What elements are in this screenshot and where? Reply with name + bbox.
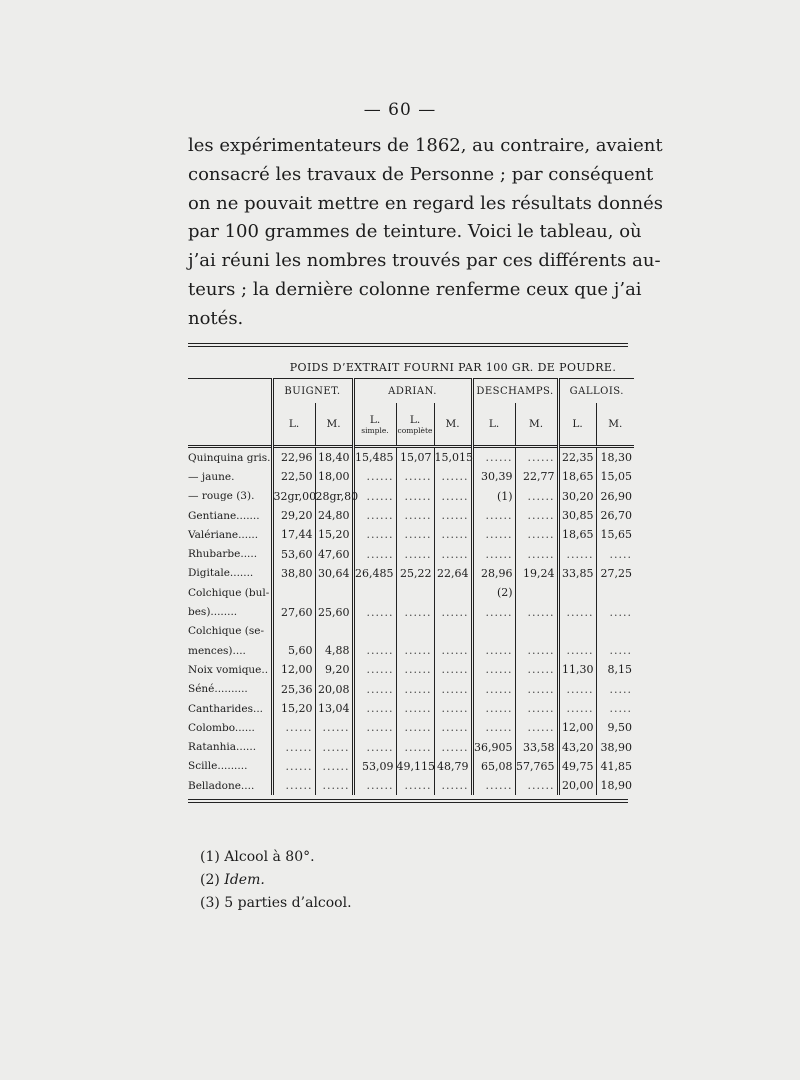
row-label: Quinquina gris. bbox=[188, 451, 271, 464]
table-cell: 41,85 bbox=[596, 757, 634, 776]
table-row bbox=[188, 757, 634, 776]
table-cell: ...... bbox=[434, 602, 472, 621]
table-cell: 25,60 bbox=[315, 602, 353, 621]
table-cell: 57,765 bbox=[515, 757, 558, 776]
paragraph-line: les expérimentateurs de 1862, au contraire, avaient bbox=[188, 135, 663, 156]
extract-table bbox=[188, 378, 634, 795]
table-row bbox=[188, 699, 634, 718]
table-cell: 18,40 bbox=[315, 447, 353, 468]
sub-header-label: L. bbox=[369, 413, 381, 426]
table-cell: ...... bbox=[396, 699, 434, 718]
row-label: Scille......... bbox=[188, 760, 248, 773]
table-cell: ...... bbox=[353, 506, 396, 525]
sub-header-note: simple. bbox=[361, 425, 389, 435]
table-cell: ...... bbox=[472, 506, 515, 525]
table-cell: ...... bbox=[315, 737, 353, 756]
table-row bbox=[188, 583, 634, 602]
table-cell: (2) bbox=[472, 583, 515, 602]
paragraph-line: j’ai réuni les nombres trouvés par ces différents au- bbox=[188, 250, 661, 272]
table-cell: ..... bbox=[596, 699, 634, 718]
table-cell: ...... bbox=[472, 680, 515, 699]
sub-header-adrian-l-simple bbox=[353, 403, 396, 447]
table-cell bbox=[272, 622, 315, 641]
table-cell: ...... bbox=[434, 544, 472, 563]
table-cell: 22,50 bbox=[272, 467, 315, 486]
table-cell: 12,00 bbox=[272, 660, 315, 679]
table-cell: ...... bbox=[472, 525, 515, 544]
table-cell: ...... bbox=[353, 737, 396, 756]
table-cell: ...... bbox=[396, 506, 434, 525]
table-cell: 15,65 bbox=[596, 525, 634, 544]
table-cell: 32gr,00 bbox=[272, 487, 315, 506]
table-cell: ...... bbox=[434, 506, 472, 525]
table-cell bbox=[353, 622, 396, 641]
table-cell: 28gr,80 bbox=[315, 487, 353, 506]
table-cell: ...... bbox=[272, 737, 315, 756]
footnote bbox=[200, 846, 352, 869]
table-cell: 15,07 bbox=[396, 447, 434, 468]
table-cell: 28,96 bbox=[472, 564, 515, 583]
row-label: Digitale....... bbox=[188, 567, 254, 580]
table-cell: 19,24 bbox=[515, 564, 558, 583]
row-label: Séné.......... bbox=[188, 683, 248, 696]
table-cell: 25,36 bbox=[272, 680, 315, 699]
table-cell: 8,15 bbox=[596, 660, 634, 679]
table-cell: ...... bbox=[434, 680, 472, 699]
table-cell: 22,96 bbox=[272, 447, 315, 468]
table-cell: 25,22 bbox=[396, 564, 434, 583]
table-cell: ...... bbox=[515, 718, 558, 737]
table-cell: ...... bbox=[515, 487, 558, 506]
page-number: — 60 — bbox=[363, 100, 437, 120]
table-cell: 29,20 bbox=[272, 506, 315, 525]
paragraph-line: on ne pouvait mettre en regard les résultats donnés bbox=[188, 192, 663, 214]
table-caption: POIDS D’EXTRAIT FOURNI PAR 100 GR. DE POUDRE. bbox=[289, 361, 617, 374]
footnotes bbox=[200, 846, 352, 915]
table-cell: ...... bbox=[396, 680, 434, 699]
table-cell: 9,20 bbox=[315, 660, 353, 679]
sub-header-deschamps-l: L. bbox=[472, 403, 515, 447]
table-cell: 24,80 bbox=[315, 506, 353, 525]
table-cell: 15,20 bbox=[272, 699, 315, 718]
table-cell: ...... bbox=[353, 660, 396, 679]
header-blank bbox=[188, 403, 272, 447]
extract-table-block bbox=[188, 343, 633, 803]
table-cell bbox=[396, 622, 434, 641]
table-row bbox=[188, 602, 634, 621]
table-cell: 15,20 bbox=[315, 525, 353, 544]
table-cell: ..... bbox=[596, 641, 634, 660]
table-cell: 18,65 bbox=[558, 467, 596, 486]
paragraph-line: consacré les travaux de Personne ; par conséquent bbox=[188, 163, 654, 185]
table-cell bbox=[558, 622, 596, 641]
table-cell: ...... bbox=[515, 506, 558, 525]
table-cell: ...... bbox=[396, 641, 434, 660]
table-cell: 18,65 bbox=[558, 525, 596, 544]
table-cell: ...... bbox=[353, 467, 396, 486]
table-cell: ...... bbox=[353, 602, 396, 621]
footnote-text: 5 parties d’alcool. bbox=[224, 895, 352, 911]
table-row bbox=[188, 776, 634, 795]
table-cell: ...... bbox=[353, 718, 396, 737]
table-cell: ...... bbox=[315, 757, 353, 776]
table-cell: ...... bbox=[434, 699, 472, 718]
table-cell: ...... bbox=[315, 776, 353, 795]
table-cell: ...... bbox=[515, 641, 558, 660]
table-cell bbox=[434, 622, 472, 641]
table-cell: 17,44 bbox=[272, 525, 315, 544]
table-cell: (1) bbox=[472, 487, 515, 506]
table-cell: 33,85 bbox=[558, 564, 596, 583]
table-cell: 18,90 bbox=[596, 776, 634, 795]
table-cell: 30,20 bbox=[558, 487, 596, 506]
table-row bbox=[188, 544, 634, 563]
table-cell bbox=[558, 583, 596, 602]
table-cell: 15,05 bbox=[596, 467, 634, 486]
table-cell: 20,00 bbox=[558, 776, 596, 795]
table-cell: 22,35 bbox=[558, 447, 596, 468]
table-cell: 5,60 bbox=[272, 641, 315, 660]
table-cell: ...... bbox=[515, 680, 558, 699]
table-cell: ...... bbox=[558, 544, 596, 563]
sub-header-gallois-m: M. bbox=[596, 403, 634, 447]
table-row bbox=[188, 467, 634, 486]
table-cell: 53,09 bbox=[353, 757, 396, 776]
body-paragraph bbox=[188, 132, 663, 334]
table-cell: ...... bbox=[515, 776, 558, 795]
group-header-buignet: BUIGNET. bbox=[272, 379, 353, 404]
table-cell: ...... bbox=[558, 699, 596, 718]
table-row bbox=[188, 622, 634, 641]
table-cell: 12,00 bbox=[558, 718, 596, 737]
table-cell: 49,75 bbox=[558, 757, 596, 776]
table-cell: 30,39 bbox=[472, 467, 515, 486]
table-cell: ...... bbox=[353, 699, 396, 718]
table-cell: ...... bbox=[558, 680, 596, 699]
table-cell: ...... bbox=[272, 718, 315, 737]
table-cell: ...... bbox=[434, 487, 472, 506]
table-cell: 30,85 bbox=[558, 506, 596, 525]
table-cell: ...... bbox=[272, 757, 315, 776]
table-cell bbox=[515, 583, 558, 602]
table-cell: ...... bbox=[472, 447, 515, 468]
table-cell: 15,485 bbox=[353, 447, 396, 468]
header-blank bbox=[188, 379, 272, 404]
table-cell: ..... bbox=[596, 602, 634, 621]
table-cell: 26,90 bbox=[596, 487, 634, 506]
table-cell: 18,30 bbox=[596, 447, 634, 468]
table-cell bbox=[353, 583, 396, 602]
table-cell: ...... bbox=[434, 718, 472, 737]
table-cell bbox=[315, 583, 353, 602]
row-label: Rhubarbe..... bbox=[188, 548, 258, 561]
table-cell: 53,60 bbox=[272, 544, 315, 563]
table-cell: ...... bbox=[353, 487, 396, 506]
table-cell bbox=[515, 622, 558, 641]
table-row bbox=[188, 641, 634, 660]
table-cell: ..... bbox=[596, 544, 634, 563]
table-cell bbox=[472, 622, 515, 641]
sub-header-deschamps-m: M. bbox=[515, 403, 558, 447]
table-cell: ...... bbox=[396, 718, 434, 737]
row-label: Ratanhia...... bbox=[188, 741, 257, 754]
row-label: bes)........ bbox=[188, 606, 238, 619]
table-cell: ...... bbox=[434, 776, 472, 795]
table-cell: ...... bbox=[558, 602, 596, 621]
table-cell: ...... bbox=[434, 525, 472, 544]
table-cell: 43,20 bbox=[558, 737, 596, 756]
paragraph-line: teurs ; la dernière colonne renferme ceux que j’ai bbox=[188, 278, 642, 300]
table-cell: 22,64 bbox=[434, 564, 472, 583]
row-label: Colombo...... bbox=[188, 721, 255, 734]
footnote-mark: (1) bbox=[200, 849, 220, 865]
row-label: Belladone.... bbox=[188, 779, 255, 792]
table-cell: 11,30 bbox=[558, 660, 596, 679]
table-cell: 13,04 bbox=[315, 699, 353, 718]
paragraph-line: par 100 grammes de teinture. Voici le tableau, où bbox=[188, 221, 642, 243]
table-cell: ...... bbox=[472, 699, 515, 718]
table-cell: ...... bbox=[353, 525, 396, 544]
table-cell: ...... bbox=[558, 641, 596, 660]
table-bottom-rule bbox=[188, 799, 628, 803]
table-row bbox=[188, 564, 634, 583]
table-cell: 49,115 bbox=[396, 757, 434, 776]
table-cell: ...... bbox=[353, 641, 396, 660]
table-row bbox=[188, 487, 634, 506]
table-cell: 27,60 bbox=[272, 602, 315, 621]
table-cell: ...... bbox=[515, 544, 558, 563]
table-cell: ...... bbox=[472, 660, 515, 679]
row-label: Valériane...... bbox=[188, 528, 259, 541]
table-cell: 9,50 bbox=[596, 718, 634, 737]
sub-header-adrian-l-complete bbox=[396, 403, 434, 447]
paragraph-line: notés. bbox=[188, 307, 244, 329]
table-cell: 47,60 bbox=[315, 544, 353, 563]
row-label: — rouge (3). bbox=[188, 490, 255, 503]
sub-header-label: L. bbox=[409, 413, 421, 426]
table-cell: 38,90 bbox=[596, 737, 634, 756]
group-header-deschamps: DESCHAMPS. bbox=[472, 379, 558, 404]
sub-header-gallois-l: L. bbox=[558, 403, 596, 447]
sub-header-adrian-m: M. bbox=[434, 403, 472, 447]
table-row bbox=[188, 525, 634, 544]
table-cell: ...... bbox=[396, 525, 434, 544]
table-cell: 33,58 bbox=[515, 737, 558, 756]
footnote-text: Alcool à 80°. bbox=[224, 849, 315, 865]
table-cell: ...... bbox=[396, 737, 434, 756]
row-label: Noix vomique.. bbox=[188, 663, 269, 676]
table-cell: ...... bbox=[396, 602, 434, 621]
table-cell: ...... bbox=[515, 447, 558, 468]
table-cell: ...... bbox=[396, 467, 434, 486]
row-label: — jaune. bbox=[188, 470, 235, 483]
footnote-text: Idem. bbox=[224, 872, 265, 888]
table-cell: ...... bbox=[396, 487, 434, 506]
table-cell: ...... bbox=[515, 602, 558, 621]
table-cell: ...... bbox=[515, 525, 558, 544]
table-cell: 26,70 bbox=[596, 506, 634, 525]
table-cell bbox=[315, 622, 353, 641]
group-header-gallois: GALLOIS. bbox=[558, 379, 634, 404]
sub-header-buignet-l: L. bbox=[272, 403, 315, 447]
table-cell: ...... bbox=[515, 699, 558, 718]
table-cell: ...... bbox=[353, 776, 396, 795]
table-cell: ...... bbox=[515, 660, 558, 679]
table-cell: 26,485 bbox=[353, 564, 396, 583]
table-cell: ...... bbox=[353, 680, 396, 699]
table-cell: ...... bbox=[353, 544, 396, 563]
table-cell: 27,25 bbox=[596, 564, 634, 583]
table-cell: 20,08 bbox=[315, 680, 353, 699]
table-body bbox=[188, 447, 634, 796]
table-cell: 48,79 bbox=[434, 757, 472, 776]
row-label: Colchique (se- bbox=[188, 625, 264, 638]
table-cell: ...... bbox=[472, 602, 515, 621]
footnote-mark: (3) bbox=[200, 895, 220, 911]
table-cell: 30,64 bbox=[315, 564, 353, 583]
table-cell: 15,015 bbox=[434, 447, 472, 468]
table-cell: ...... bbox=[434, 737, 472, 756]
table-cell: ...... bbox=[272, 776, 315, 795]
table-cell bbox=[596, 583, 634, 602]
table-cell: ...... bbox=[434, 467, 472, 486]
table-cell: ...... bbox=[434, 660, 472, 679]
table-cell bbox=[596, 622, 634, 641]
row-label: Colchique (bul- bbox=[188, 586, 270, 599]
table-cell: ...... bbox=[396, 776, 434, 795]
table-row bbox=[188, 506, 634, 525]
footnote bbox=[200, 869, 352, 892]
table-cell: 4,88 bbox=[315, 641, 353, 660]
table-row bbox=[188, 718, 634, 737]
table-cell: ...... bbox=[434, 641, 472, 660]
table-row bbox=[188, 680, 634, 699]
table-cell: ...... bbox=[396, 544, 434, 563]
table-row bbox=[188, 447, 634, 468]
footnote bbox=[200, 892, 352, 915]
table-cell: ...... bbox=[396, 660, 434, 679]
table-cell: 36,905 bbox=[472, 737, 515, 756]
footnote-mark: (2) bbox=[200, 872, 220, 888]
table-cell: ...... bbox=[315, 718, 353, 737]
table-cell: 38,80 bbox=[272, 564, 315, 583]
table-cell bbox=[396, 583, 434, 602]
table-cell: 22,77 bbox=[515, 467, 558, 486]
table-row bbox=[188, 660, 634, 679]
table-row bbox=[188, 737, 634, 756]
table-cell: ..... bbox=[596, 680, 634, 699]
table-cell: 18,00 bbox=[315, 467, 353, 486]
sub-header-note: complète bbox=[397, 425, 433, 435]
sub-header-buignet-m: M. bbox=[315, 403, 353, 447]
group-header-adrian: ADRIAN. bbox=[353, 379, 472, 404]
table-cell bbox=[272, 583, 315, 602]
row-label: mences).... bbox=[188, 644, 246, 657]
table-cell: ...... bbox=[472, 718, 515, 737]
table-cell: ...... bbox=[472, 641, 515, 660]
table-cell bbox=[434, 583, 472, 602]
table-cell: ...... bbox=[472, 544, 515, 563]
row-label: Gentiane....... bbox=[188, 509, 260, 522]
table-cell: 65,08 bbox=[472, 757, 515, 776]
table-cell: ...... bbox=[472, 776, 515, 795]
row-label: Cantharides... bbox=[188, 702, 264, 715]
